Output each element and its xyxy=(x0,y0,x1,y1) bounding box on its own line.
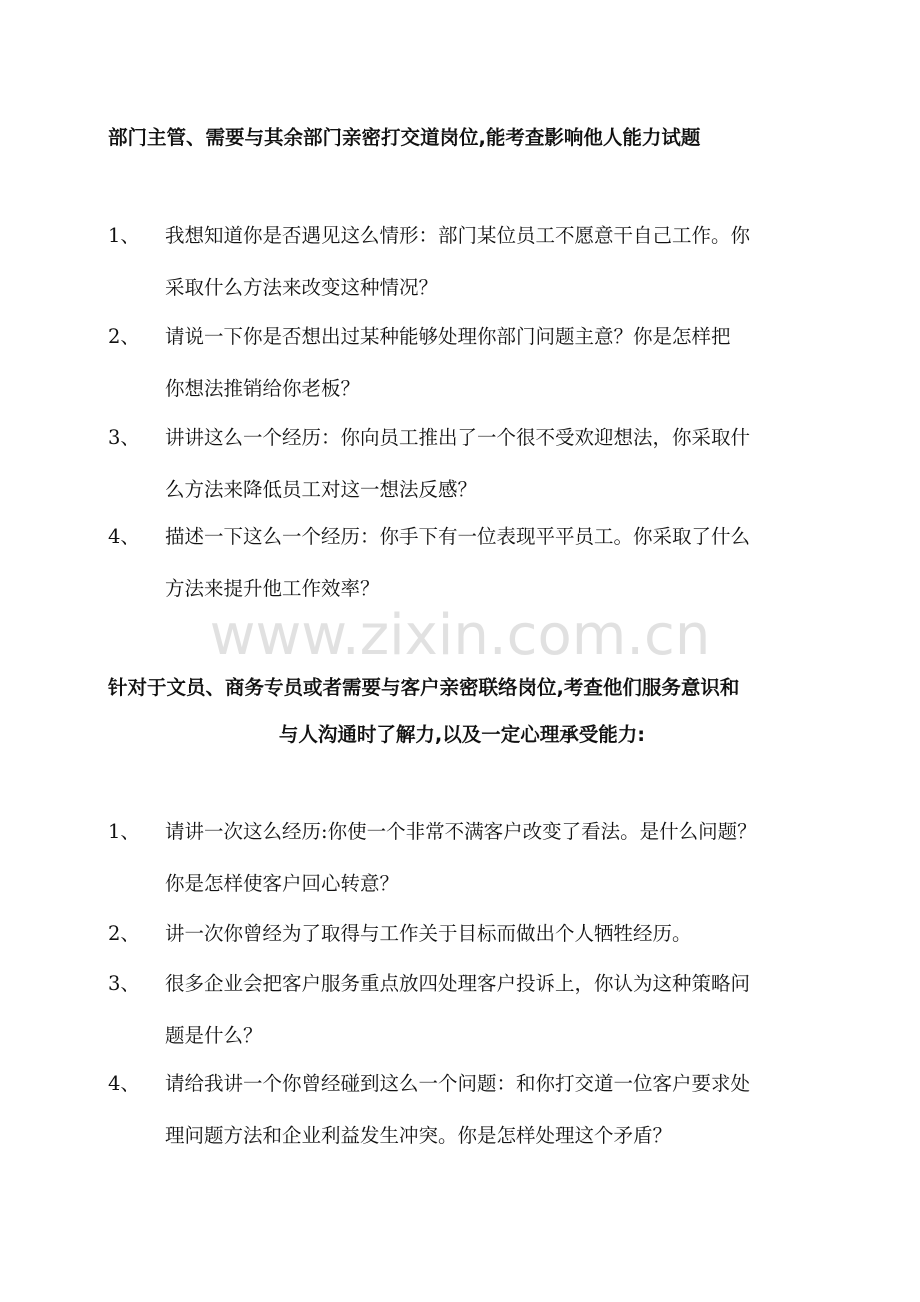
item-number: 2、 xyxy=(108,922,140,945)
item-number: 2、 xyxy=(108,325,140,348)
item-number: 4、 xyxy=(108,525,140,548)
section2-heading-line2: 与人沟通时了解力,以及一定心理承受能力: xyxy=(278,723,646,746)
section1-heading: 部门主管、需要与其余部门亲密打交道岗位,能考查影响他人能力试题 xyxy=(108,126,701,149)
item-text-line2: 方法来提升他工作效率？ xyxy=(165,577,380,600)
item-number: 1、 xyxy=(108,820,140,843)
item-number: 4、 xyxy=(108,1072,140,1095)
item-text xyxy=(165,412,815,516)
item-text-line2: 采取什么方法来改变这种情况？ xyxy=(165,276,439,299)
item-text-line2: 么方法来降低员工对这一想法反感？ xyxy=(165,478,478,501)
item-text-line1: 请给我讲一个你曾经碰到这么一个问题：和你打交道一位客户要求处 xyxy=(165,1072,751,1095)
item-text xyxy=(165,210,815,314)
watermark: www.zixin.com.cn xyxy=(209,603,711,668)
item-text-line1: 讲讲这么一个经历：你向员工推出了一个很不受欢迎想法，你采取什 xyxy=(165,426,751,449)
item-text xyxy=(165,311,815,415)
item-text-line1: 请说一下你是否想出过某种能够处理你部门问题主意？你是怎样把 xyxy=(165,325,731,348)
item-number: 3、 xyxy=(108,426,140,449)
item-text xyxy=(165,511,815,615)
item-number: 3、 xyxy=(108,972,140,995)
item-text-line1: 讲一次你曾经为了取得与工作关于目标而做出个人牺牲经历。 xyxy=(165,922,692,945)
item-text xyxy=(165,958,815,1062)
item-text xyxy=(165,806,815,910)
item-text-line1: 我想知道你是否遇见这么情形：部门某位员工不愿意干自己工作。你 xyxy=(165,224,751,247)
item-text-line1: 很多企业会把客户服务重点放四处理客户投诉上，你认为这种策略问 xyxy=(165,972,751,995)
item-number: 1、 xyxy=(108,224,140,247)
item-text-line2: 题是什么？ xyxy=(165,1024,263,1047)
item-text-line2: 你想法推销给你老板？ xyxy=(165,377,361,400)
item-text-line2: 理问题方法和企业利益发生冲突。你是怎样处理这个矛盾？ xyxy=(165,1124,673,1147)
item-text xyxy=(165,908,815,960)
item-text-line1: 请讲一次这么经历:你使一个非常不满客户改变了看法。是什么问题？ xyxy=(165,820,757,843)
section2-heading-line1: 针对于文员、商务专员或者需要与客户亲密联络岗位,考查他们服务意识和 xyxy=(108,676,740,699)
item-text xyxy=(165,1058,815,1162)
item-text-line2: 你是怎样使客户回心转意？ xyxy=(165,872,400,895)
item-text-line1: 描述一下这么一个经历：你手下有一位表现平平员工。你采取了什么 xyxy=(165,525,751,548)
